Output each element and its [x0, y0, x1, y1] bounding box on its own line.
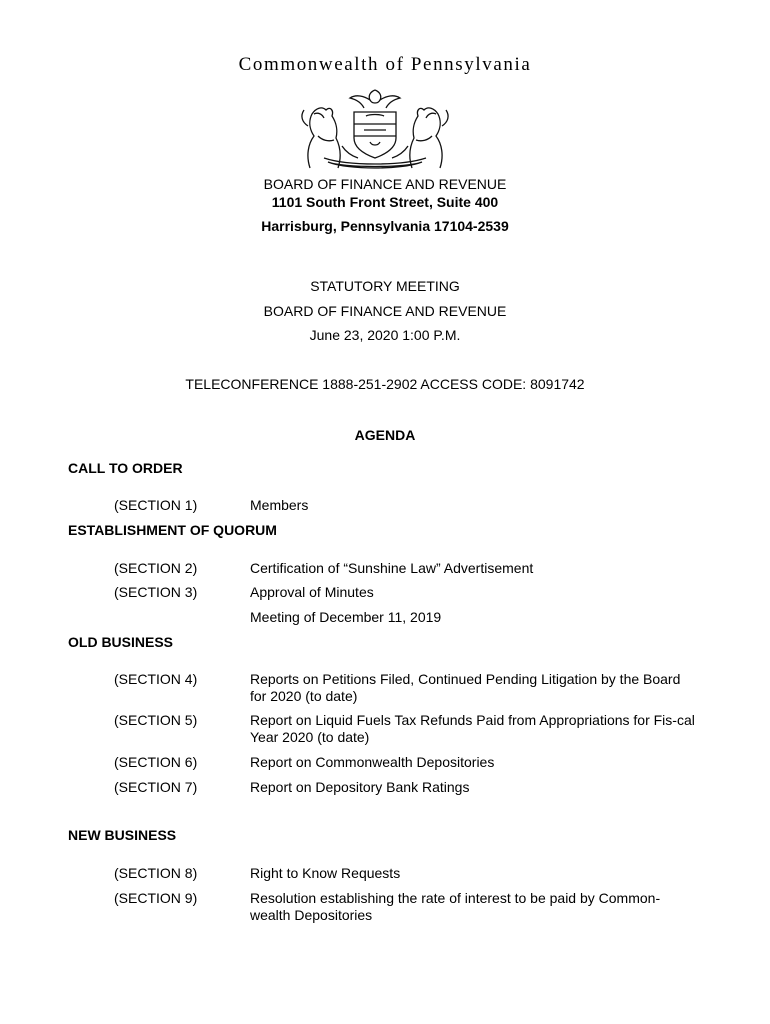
state-title: Commonwealth of Pennsylvania	[238, 54, 532, 75]
section-heading-quorum: ESTABLISHMENT OF QUORUM	[68, 522, 277, 538]
section-description: Approval of Minutes	[250, 584, 374, 600]
section-description: Certification of “Sunshine Law” Advertisement	[250, 560, 534, 576]
section-heading-old-business: OLD BUSINESS	[68, 634, 174, 650]
section-description: Report on Liquid Fuels Tax Refunds Paid from Appropriations for Fis-cal Year 2020 (to date)	[250, 712, 695, 745]
address-line-2: Harrisburg, Pennsylvania 17104-2539	[261, 218, 509, 234]
section-number: (SECTION 3)	[114, 584, 198, 600]
section-description: Members	[250, 497, 309, 513]
meeting-board: BOARD OF FINANCE AND REVENUE	[263, 303, 507, 319]
address-line-1: 1101 South Front Street, Suite 400	[271, 194, 499, 210]
section-description: Report on Depository Bank Ratings	[250, 779, 470, 795]
meeting-datetime: June 23, 2020 1:00 P.M.	[309, 327, 461, 343]
section-number: (SECTION 7)	[114, 779, 198, 795]
section-number: (SECTION 1)	[114, 497, 198, 513]
section-description: Resolution establishing the rate of interest to be paid by Common-wealth Depositories	[250, 890, 661, 923]
agenda-title: AGENDA	[354, 427, 416, 443]
section-number: (SECTION 5)	[114, 712, 198, 728]
section-heading-new-business: NEW BUSINESS	[68, 827, 177, 843]
section-number: (SECTION 2)	[114, 560, 198, 576]
section-description: Reports on Petitions Filed, Continued Pending Litigation by the Board for 2020 (to date)	[250, 671, 681, 704]
section-description: Right to Know Requests	[250, 865, 401, 881]
section-heading-call-to-order: CALL TO ORDER	[68, 460, 183, 476]
board-name: BOARD OF FINANCE AND REVENUE	[263, 176, 507, 192]
section-number: (SECTION 9)	[114, 890, 198, 906]
section-number: (SECTION 4)	[114, 671, 198, 687]
meeting-type: STATUTORY MEETING	[310, 278, 460, 294]
section-number: (SECTION 8)	[114, 865, 198, 881]
teleconference-info: TELECONFERENCE 1888-251-2902 ACCESS CODE: 8091742	[185, 376, 585, 392]
pennsylvania-seal-icon	[288, 86, 462, 172]
section-description: Report on Commonwealth Depositories	[250, 754, 495, 770]
section-description: Meeting of December 11, 2019	[250, 609, 442, 625]
section-number: (SECTION 6)	[114, 754, 198, 770]
